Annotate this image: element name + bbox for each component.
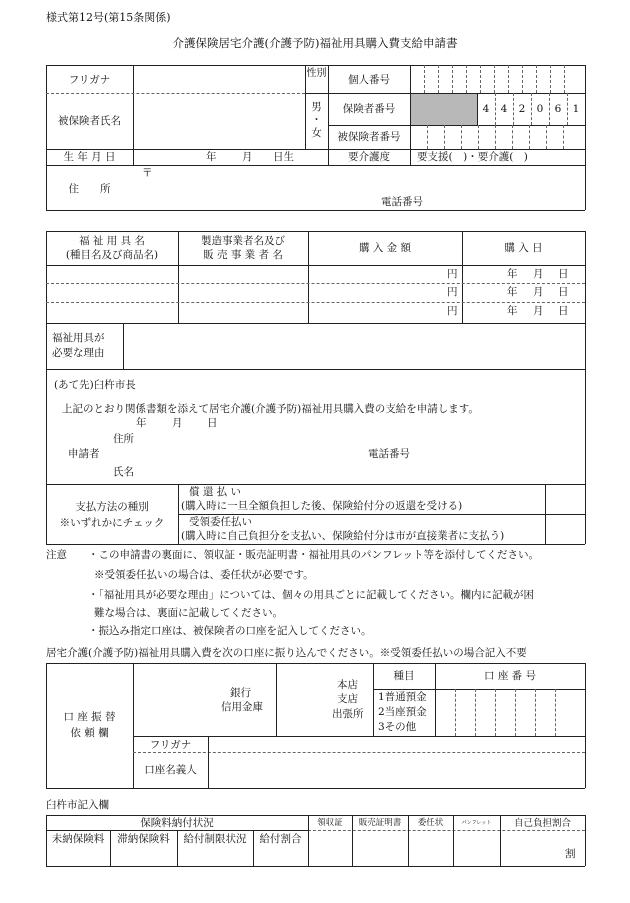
sex-dot: ・ — [311, 114, 322, 126]
sex-label: 性別 — [306, 68, 327, 79]
sales-certificate-label: 販売証明書 — [358, 818, 402, 828]
bank-label: 銀行 — [230, 687, 251, 699]
application-statement: 上記のとおり関係書類を添えて居宅介護(介護予防)福祉用具購入費の支給を申請します。 — [62, 403, 479, 415]
date-month: 月 — [533, 305, 544, 317]
transfer-label-2: 依 頼 欄 — [70, 727, 109, 739]
addressee: (あて先)臼杵市長 — [54, 379, 136, 391]
date-day: 日 — [558, 305, 569, 317]
furigana-field[interactable] — [134, 67, 304, 92]
wari-unit: 割 — [565, 848, 576, 860]
date-month: 月 — [533, 286, 544, 298]
receipt-label: 領収証 — [317, 818, 343, 828]
app-date-year: 年 — [136, 417, 147, 429]
note-2: ・「福祉用具が必要な理由」については、個々の用具ごとに記載してください。欄内に記載が困 — [88, 589, 535, 601]
note-1: ・この申請書の裏面に、領収証・販売証明書・福祉用具のパンフレット等を添付してください。 — [88, 549, 539, 561]
credit-union-label: 信用金庫 — [221, 701, 263, 713]
benefit-restriction-label: 給付制限状況 — [183, 833, 247, 845]
applicant-phone-label: 電話番号 — [368, 448, 410, 460]
option-proxy-title: 受領委任払い — [189, 516, 252, 528]
col-equipment-name-1: 福 祉 用 具 名 — [79, 235, 145, 247]
sex-female[interactable]: 女 — [311, 127, 322, 139]
care-level-label: 要介護度 — [348, 151, 390, 163]
birth-year: 年 — [206, 151, 217, 163]
holder-furigana-label: フリガナ — [149, 739, 192, 751]
hokensha-digit: 2 — [518, 103, 526, 115]
applicant-address-label: 住所 — [113, 433, 134, 445]
office-header: 臼杵市記入欄 — [46, 799, 109, 811]
branch-label: 支店 — [337, 693, 358, 705]
note-1b: ※受領委任払いの場合は、委任状が必要です。 — [94, 569, 314, 581]
notes-label: 注意 — [46, 549, 67, 561]
type-current[interactable]: 2当座預金 — [378, 706, 427, 718]
applicant-label: 申請者 — [68, 448, 100, 460]
furigana-label: フリガナ — [68, 74, 111, 86]
yen-unit: 円 — [447, 305, 458, 317]
reason-label-2: 必要な理由 — [52, 347, 105, 359]
delinquent-premium-label: 滞納保険料 — [117, 833, 170, 845]
yen-unit: 円 — [447, 286, 458, 298]
date-year: 年 — [507, 286, 518, 298]
col-amount: 購 入 金 額 — [358, 242, 411, 254]
payment-check-note: ※いずれかにチェック — [59, 517, 165, 529]
pamphlet-label: パンフレット — [461, 820, 492, 826]
care-level-value[interactable]: 要支援( )・要介護( ) — [417, 151, 528, 163]
date-month: 月 — [533, 268, 544, 280]
checkbox-proxy[interactable] — [546, 515, 584, 543]
app-date-month: 月 — [172, 417, 183, 429]
birth-day: 日生 — [273, 151, 294, 163]
hokensha-digit: 1 — [572, 103, 580, 115]
unpaid-premium-label: 未納保険料 — [51, 833, 105, 845]
self-pay-ratio-label: 自己負担割合 — [513, 818, 571, 829]
option-reimbursement-title: 償 還 払 い — [189, 486, 242, 498]
phone-label: 電話番号 — [381, 196, 423, 208]
insured-name-label: 被保険者氏名 — [58, 115, 121, 127]
checkbox-reimbursement[interactable] — [546, 485, 584, 513]
head-office-label: 本店 — [337, 679, 358, 691]
hokensha-bango-label: 保険者番号 — [342, 103, 396, 115]
note-2b: 難な場合は、裏面に記載してください。 — [94, 607, 283, 619]
insured-name-field[interactable] — [134, 95, 304, 148]
hokensha-digit: 0 — [536, 103, 544, 115]
yen-unit: 円 — [447, 268, 458, 280]
note-3: ・振込み指定口座は、被保険者の口座を記入してください。 — [88, 625, 372, 637]
postal-mark: 〒 — [142, 167, 153, 179]
applicant-fields[interactable] — [140, 430, 580, 480]
col-maker-1: 製造事業者名及び — [201, 235, 285, 247]
birthdate-label: 生 年 月 日 — [63, 151, 116, 163]
page-title: 介護保険居宅介護(介護予防)福祉用具購入費支給申請書 — [172, 36, 458, 50]
date-day: 日 — [558, 268, 569, 280]
hokensha-digit: 6 — [554, 103, 562, 115]
option-proxy-desc: (購入時に自己負担分を支払い、保険給付分は市が直接業者に支払う) — [181, 530, 505, 542]
option-reimbursement-desc: (購入時に一旦全額負担した後、保険給付分の返還を受ける) — [181, 500, 463, 512]
transfer-label-1: 口 座 振 替 — [63, 711, 116, 723]
col-purchase-date: 購 入 日 — [504, 242, 543, 254]
kojin-bango-label: 個人番号 — [348, 74, 390, 86]
date-year: 年 — [507, 268, 518, 280]
reason-label-1: 福祉用具が — [52, 332, 105, 344]
address-label: 住 所 — [68, 183, 111, 195]
applicant-name-label: 氏名 — [113, 466, 134, 478]
date-year: 年 — [507, 305, 518, 317]
premium-status-label: 保険料納付状況 — [140, 817, 214, 829]
date-day: 日 — [558, 286, 569, 298]
account-number-label: 口 座 番 号 — [483, 670, 536, 682]
birth-month: 月 — [242, 151, 253, 163]
hokensha-digit: 4 — [500, 103, 508, 115]
benefit-ratio-label: 給付割合 — [259, 833, 302, 845]
hokensha-digit: 4 — [482, 103, 490, 115]
type-ordinary[interactable]: 1普通預金 — [378, 691, 427, 703]
bank-header: 居宅介護(介護予防)福祉用具購入費を次の口座に振り込んでください。※受領委任払いの場合記入不要 — [46, 647, 527, 659]
sex-male[interactable]: 男 — [311, 101, 322, 113]
proxy-letter-label: 委任状 — [417, 818, 444, 828]
type-other[interactable]: 3その他 — [378, 721, 417, 733]
hihokensha-bango-label: 被保険者番号 — [337, 131, 401, 143]
form-number: 様式第12号(第15条関係) — [46, 11, 171, 24]
account-holder-field[interactable] — [210, 754, 583, 786]
app-date-day: 日 — [207, 417, 218, 429]
col-maker-2: 販 売 事 業 者 名 — [203, 249, 283, 261]
address-field[interactable] — [134, 166, 584, 209]
sub-branch-label: 出張所 — [332, 708, 364, 720]
account-type-label: 種目 — [393, 670, 415, 682]
payment-method-label: 支払方法の種別 — [75, 501, 149, 513]
account-holder-label: 口座名義人 — [144, 764, 197, 776]
reason-field[interactable] — [125, 325, 583, 367]
shaded-cell — [411, 94, 477, 125]
col-equipment-name-2: (種目名及び商品名) — [65, 249, 159, 261]
